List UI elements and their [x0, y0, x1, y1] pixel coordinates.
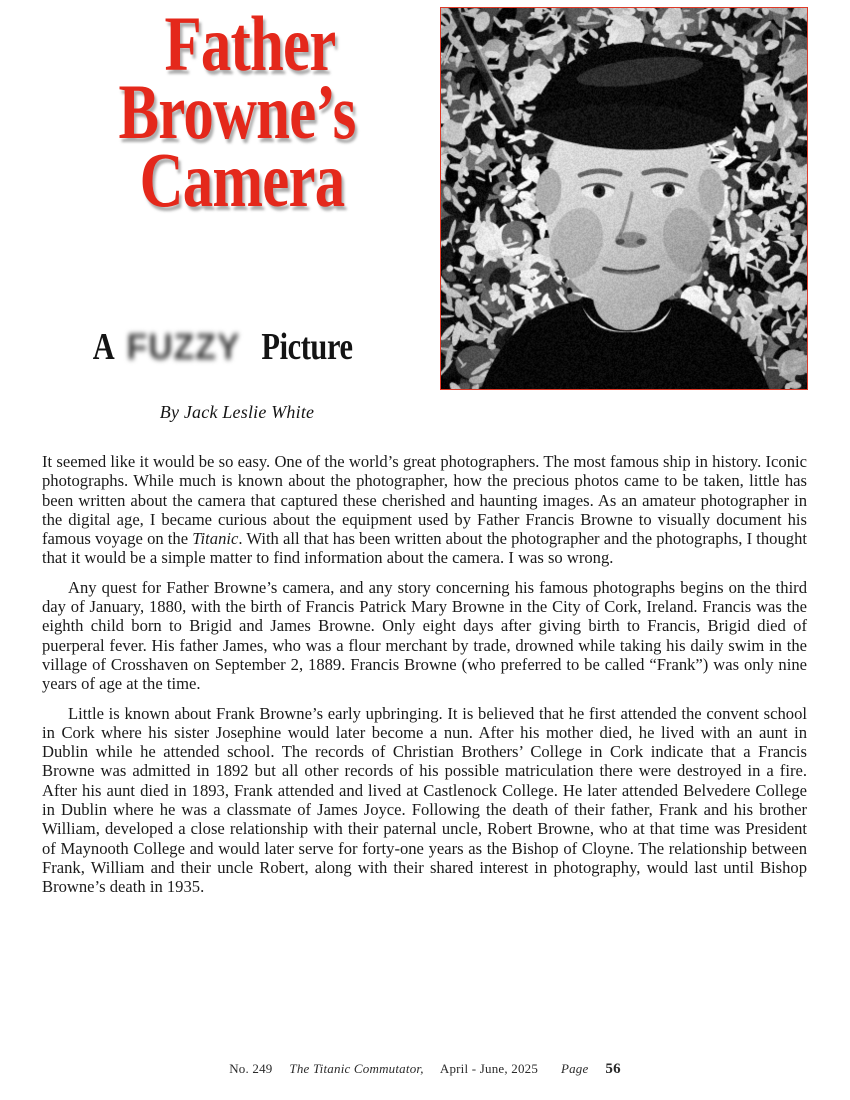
article-title-line-2: Browne’s	[118, 67, 356, 155]
footer-date: April - June, 2025	[439, 1061, 539, 1076]
portrait-photo-image	[441, 8, 807, 389]
footer-page-label: Page	[560, 1061, 589, 1076]
article-paragraph: Any quest for Father Browne’s camera, and any story concerning his famous photographs begins on the third day of January, 1880, with the birth of Francis Patrick Mary Browne in the City of Cork, Ireland. Francis was the eighth child born to Brigid and James Browne. Only eight days after giving birth to Francis, Brigid died of puerperal fever. His father James, who was a flour merchant by trade, drowned while taking his daily swim in the village of Crosshaven on September 2, 1889. Francis Browne (who preferred to be called “Frank”) was only nine years of age at the time.	[42, 577, 807, 694]
article-body	[42, 452, 807, 907]
page-footer	[0, 1061, 850, 1078]
article-subtitle	[42, 325, 412, 369]
masthead	[42, 0, 432, 223]
footer-publication: The Titanic Commutator,	[289, 1061, 424, 1076]
article-byline: By Jack Leslie White	[159, 402, 315, 422]
portrait-photo	[440, 7, 808, 390]
emphasis-text: Titanic	[192, 529, 239, 549]
article-title-line-3: Camera	[139, 135, 345, 223]
subtitle-word-fuzzy: FUZZY	[126, 326, 241, 367]
article-paragraph: It seemed like it would be so easy. One of the world’s great photographers. The most famous ship in history. Iconic photographs. While much is known about the photographer, how the precious photos came to be taken, little has been written about the camera that captured these cherished and haunting images. As an amateur photographer in the digital age, I became curious about the equipment used by Father Francis Browne to visually document his famous voyage on the Titanic. With all that has been written about the photographer and the photographs, I thought that it would be a simple matter to find information about the camera. I was so wrong.	[42, 452, 807, 568]
article-title-line-1: Father	[164, 0, 336, 87]
footer-issue: No. 249	[229, 1061, 273, 1076]
subtitle-word-a: A	[92, 326, 115, 368]
article-paragraph: Little is known about Frank Browne’s early upbringing. It is believed that he first attended the convent school in Cork where his sister Josephine would later become a nun. After his mother died, he lived with an aunt in Dublin while he attended school. The records of Christian Brothers’ College in Cork indicate that a Francis Browne was admitted in 1892 but all other records of his possible matriculation there were destroyed in a fire. After his aunt died in 1893, Frank attended and lived at Castlenock College. He later attended Belvedere College in Dublin where he was a classmate of James Joyce. Following the death of their father, Frank and his brother William, developed a close relationship with their paternal uncle, Robert Browne, who at that time was President of Maynooth College and would later serve for forty-one years as the Bishop of Cloyne. The relationship between Frank, William and their uncle Robert, along with their shared interest in photography, would last until Bishop Browne’s death in 1935.	[42, 703, 807, 897]
footer-page-number: 56	[605, 1061, 621, 1077]
subtitle-word-picture: Picture	[261, 326, 353, 368]
